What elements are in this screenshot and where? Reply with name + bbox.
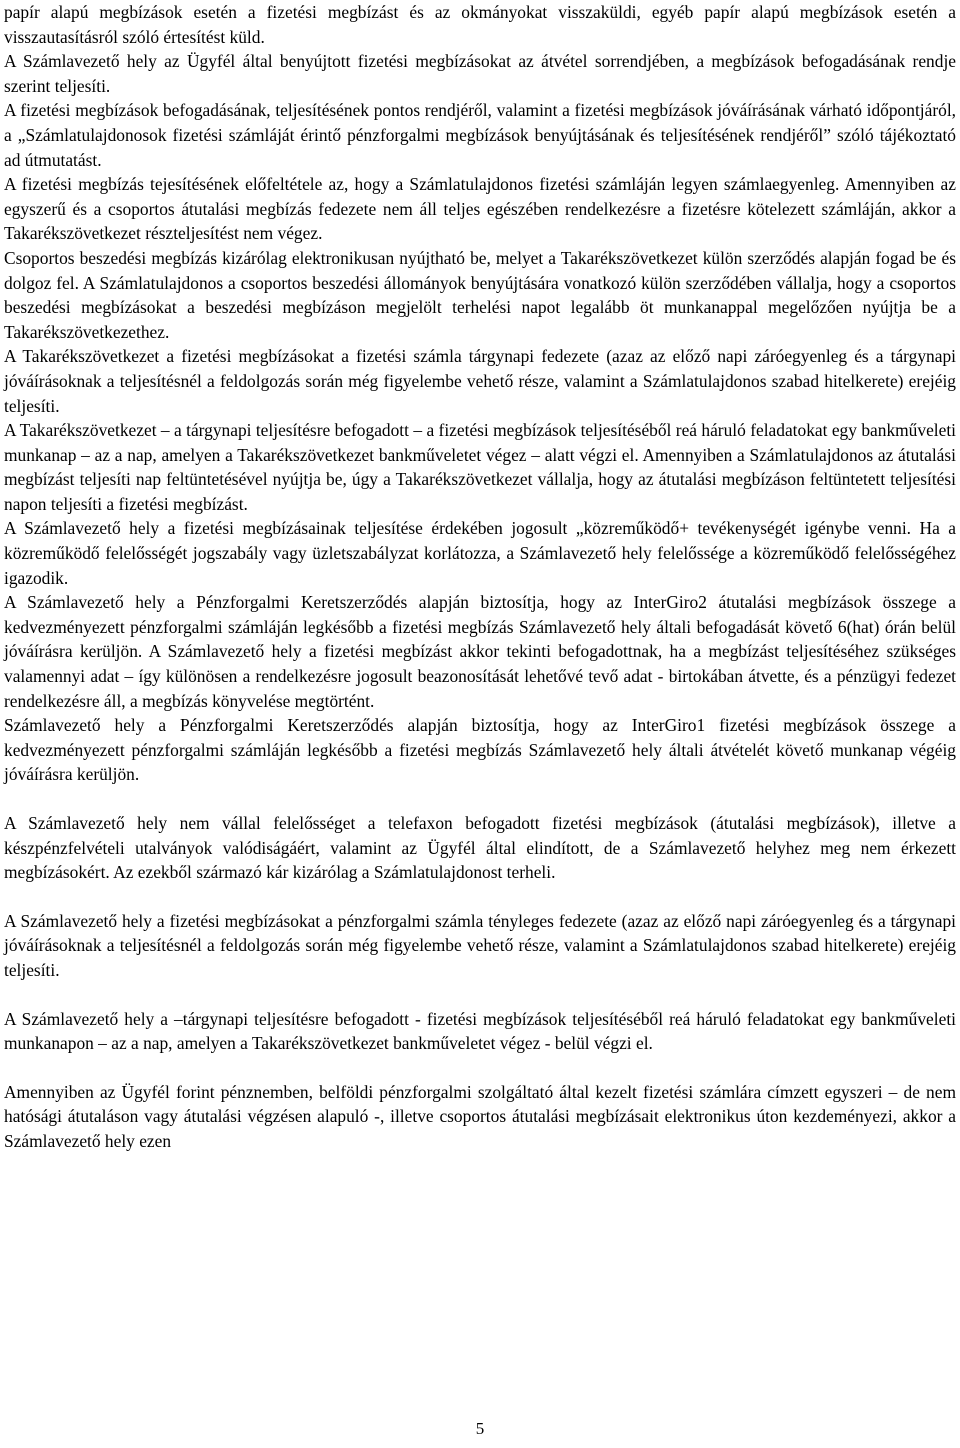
paragraph-8: A Számlavezető hely a fizetési megbízásainak teljesítése érdekében jogosult „közreműködő+ tevékenységét igénybe venni. Ha a közreműködő felelősségét jogszabály vagy üzletszabályzat korlátozza, a Számlavezető hely felelőssége a közreműködő felelősségéhez igazodik. xyxy=(4,518,956,588)
paragraph-12: A Számlavezető hely a fizetési megbízásokat a pénzforgalmi számla tényleges fedezete (azaz az előző napi záróegyenleg és a tárgynapi jóváírásoknak a teljesítésnél a feldolgozás során még figyelembe vehető része, valamint a Számlatulajdonos szabad hitelkerete) erejéig teljesíti. xyxy=(4,910,956,980)
paragraph-13: A Számlavezető hely a –tárgynapi teljesítésre befogadott - fizetési megbízások teljesítéséből reá háruló feladatokat egy bankműveleti munkanapon – az a nap, amelyen a Takarékszövetkezet bankműveletet végez - belül végzi el. xyxy=(4,1008,956,1054)
document-page xyxy=(4,0,956,1448)
paragraph-4: A fizetési megbízás tejesítésének előfeltétele az, hogy a Számlatulajdonos fizetési számláján legyen számlaegyenleg. Amennyiben az egyszerű és a csoportos átutalási megbízás fedezete nem áll teljes egészében rendelkezésre a fizetésre kötelezett számláján, akkor a Takarékszövetkezet részteljesítést nem végez. xyxy=(4,174,956,244)
body-text xyxy=(4,0,956,1154)
paragraph-7: A Takarékszövetkezet – a tárgynapi teljesítésre befogadott – a fizetési megbízások teljesítéséből reá háruló feladatokat egy bankműveleti munkanap – az a nap, amelyen a Takarékszövetkezet bankműveletet végez – alatt végzi el. Amennyiben a Számlatulajdonos az átutalási megbízást teljesíti nap feltüntetésével nyújtja be, úgy a Takarékszövetkezet vállalja, hogy az átutalási megbízáson feltüntetett teljesítési napon teljesíti a fizetési megbízást. xyxy=(4,420,956,514)
page-number: 5 xyxy=(475,1419,485,1438)
paragraph-6: A Takarékszövetkezet a fizetési megbízásokat a fizetési számla tárgynapi fedezete (azaz az előző napi záróegyenleg és a tárgynapi jóváírásoknak a teljesítésnél a feldolgozás során még figyelembe vehető része, valamint a Számlatulajdonos szabad hitelkerete) erejéig teljesíti. xyxy=(4,346,956,416)
paragraph-1: papír alapú megbízások esetén a fizetési megbízást és az okmányokat visszaküldi, egyéb papír alapú megbízások esetén a visszautasításról szóló értesítést küld. xyxy=(4,2,956,47)
paragraph-11: A Számlavezető hely nem vállal felelősséget a telefaxon befogadott fizetési megbízások (átutalási megbízások), illetve a készpénzfelvételi utalványok valódiságáért, valamint az Ügyfél által elindított, de a Számlavezető helyhez meg nem érkezett megbízásokért. Az ezekből származó kár kizárólag a Számlatulajdonost terheli. xyxy=(4,813,956,883)
paragraph-5: Csoportos beszedési megbízás kizárólag elektronikusan nyújtható be, melyet a Takarékszövetkezet külön szerződés alapján fogad be és dolgoz fel. A Számlatulajdonos a csoportos beszedési állományok benyújtására vonatkozó külön szerződében vállalja, hogy a csoportos beszedési megbízásokat a beszedési megbízáson megjelölt terhelési napot legalább öt munkanappal megelőzően nyújtja be a Takarékszövetkezethez. xyxy=(4,247,956,342)
paragraph-14: Amennyiben az Ügyfél forint pénznemben, belföldi pénzforgalmi szolgáltató által kezelt fizetési számlára címzett egyszeri – de nem hatósági átutaláson vagy átutalási végzésen alapuló -, illetve csoportos átutalási megbízásait elektronikus úton kezdeményezi, akkor a Számlavezető hely ezen xyxy=(4,1081,956,1151)
paragraph-3: A fizetési megbízások befogadásának, teljesítésének pontos rendjéről, valamint a fizetési megbízások jóváírásának várható időpontjáról, a „Számlatulajdonosok fizetési számláját érintő pénzforgalmi megbízások benyújtásának és teljesítésének rendjéről” szóló tájékoztató ad útmutatást. xyxy=(4,100,956,170)
paragraph-2: A Számlavezető hely az Ügyfél által benyújtott fizetési megbízásokat az átvétel sorrendjében, a megbízások befogadásának rendje szerint teljesíti. xyxy=(4,51,956,96)
paragraph-10: Számlavezető hely a Pénzforgalmi Keretszerződés alapján biztosítja, hogy az InterGiro1 fizetési megbízások összege a kedvezményezett pénzforgalmi számláján legkésőbb a fizetési megbízás Számlavezető hely általi átvételét követő munkanap végéig jóváírásra kerüljön. xyxy=(4,715,956,785)
paragraph-9: A Számlavezető hely a Pénzforgalmi Keretszerződés alapján biztosítja, hogy az InterGiro2 átutalási megbízások összege a kedvezményezett pénzforgalmi számláján legkésőbb a fizetési megbízás Számlavezető hely általi befogadását követő 6(hat) órán belül jóváírásra kerüljön. A Számlavezető hely a fizetési megbízást akkor tekinti befogadottnak, ha a megbízást teljesítéséhez szükséges valamennyi adat – így különösen a rendelkezésre jogosult beazonosítását lehetővé tevő adat - birtokában átvette, és a pénzügyi fedezet rendelkezésre áll, a megbízás könyvelése megtörtént. xyxy=(4,592,956,711)
